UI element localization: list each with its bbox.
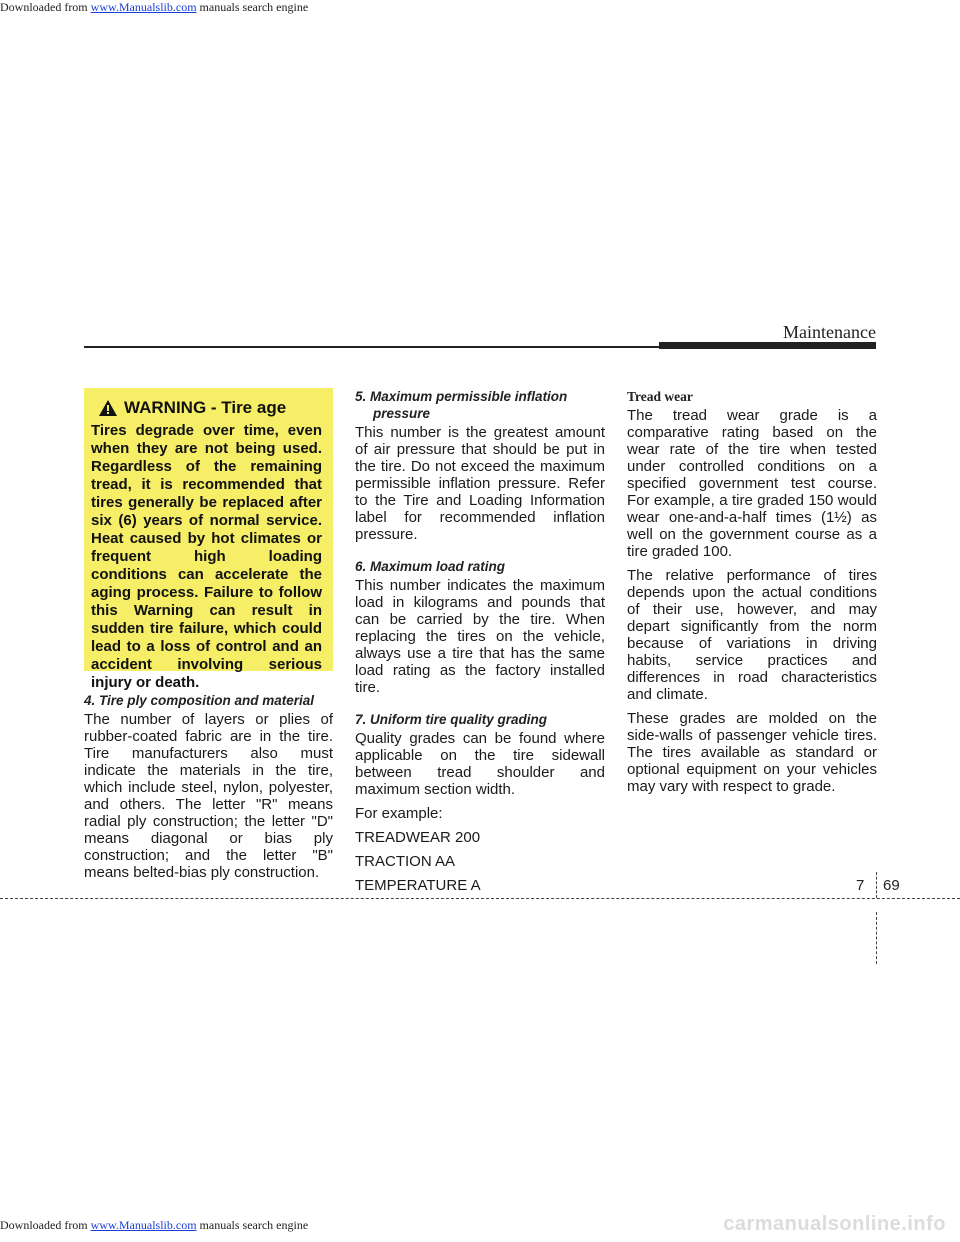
right-column xyxy=(627,388,877,802)
download-watermark-top xyxy=(0,0,308,15)
example-label: For example: xyxy=(355,805,443,822)
example-temperature: TEMPERATURE A xyxy=(355,877,481,894)
footer-divider xyxy=(0,898,960,899)
carmanualsonline-logo: carmanualsonline.info xyxy=(723,1213,946,1235)
middle-column xyxy=(355,388,605,901)
quality-grading-heading: 7. Uniform tire quality grading xyxy=(355,712,548,727)
ply-heading: 4. Tire ply composition and material xyxy=(84,693,315,708)
warning-title xyxy=(99,398,322,418)
example-traction: TRACTION AA xyxy=(355,853,456,870)
watermark-suffix: manuals search engine xyxy=(196,1218,309,1232)
inflation-heading-line1: 5. Maximum permissible inflation xyxy=(355,389,568,404)
download-watermark-bottom xyxy=(0,1218,308,1233)
inflation-heading-line2: pressure xyxy=(373,406,431,421)
section-title: Maintenance xyxy=(783,322,876,342)
tread-wear-body-1: The tread wear grade is a comparative rating based on the wear rate of the tire when tested under controlled conditions on a specified government test course. For example, a tire graded 150 would wear one-and-a-half times (1½) as well on the government course as a tire graded 100. xyxy=(627,407,877,560)
tread-wear-heading: Tread wear xyxy=(627,389,693,404)
page-marker-line xyxy=(876,912,877,964)
left-column xyxy=(84,692,333,888)
quality-grading-body: Quality grades can be found where applicable on the tire sidewall between tread shoulder and maximum section width. xyxy=(355,730,605,798)
tread-wear-body-2: The relative performance of tires depends upon the actual conditions of their use, however, and may depart significantly from the norm because of variations in driving habits, service practices and differences in road characteristics and climate. xyxy=(627,567,877,703)
page-number: 69 xyxy=(883,877,900,894)
warning-body: Tires degrade over time, even when they are not being used. Regardless of the remaining tread, it is recommended that tires generally be replaced after six (6) years of normal service. Heat caused by hot climates or frequent high loading conditions can accelerate the aging process. Failure to follow this Warning can result in sudden tire failure, which could lead to a loss of control and an accident involving serious injury or death. xyxy=(91,422,322,691)
load-rating-body: This number indicates the maximum load in kilograms and pounds that can be carried by the tire. When replacing the tires on the vehicle, always use a tire that has the same load rating as the factory installed tire. xyxy=(355,577,605,696)
header-accent-bar xyxy=(659,342,876,349)
watermark-prefix: Downloaded from xyxy=(0,0,91,14)
page-marker-line-top xyxy=(876,872,877,898)
manualslib-link[interactable]: www.Manualslib.com xyxy=(90,0,197,14)
ply-body: The number of layers or plies of rubber-coated fabric are in the tire. Tire manufacturers also must indicate the materials in the tire, which include steel, nylon, polyester, and others. The letter "R" means radial ply construction; the letter "D" means diagonal or bias ply construction; and the letter "B" means belted-bias ply construction. xyxy=(84,711,333,881)
chapter-number: 7 xyxy=(856,877,865,894)
watermark-prefix: Downloaded from xyxy=(0,1218,91,1232)
manualslib-link[interactable]: www.Manualslib.com xyxy=(90,1218,197,1232)
inflation-heading xyxy=(355,388,605,422)
inflation-body: This number is the greatest amount of air pressure that should be put in the tire. Do not exceed the maximum permissible inflation pressure. Refer to the Tire and Loading Information label for recommended inflation pressure. xyxy=(355,424,605,543)
example-treadwear: TREADWEAR 200 xyxy=(355,829,481,846)
load-rating-heading: 6. Maximum load rating xyxy=(355,559,506,574)
warning-triangle-icon xyxy=(99,400,117,416)
warning-box xyxy=(84,388,333,691)
warning-title-text: WARNING - Tire age xyxy=(124,398,287,417)
tread-wear-body-3: These grades are molded on the side-walls of passenger vehicle tires. The tires available as standard or optional equipment on your vehicles may vary with respect to grade. xyxy=(627,710,877,795)
watermark-suffix: manuals search engine xyxy=(196,0,309,14)
